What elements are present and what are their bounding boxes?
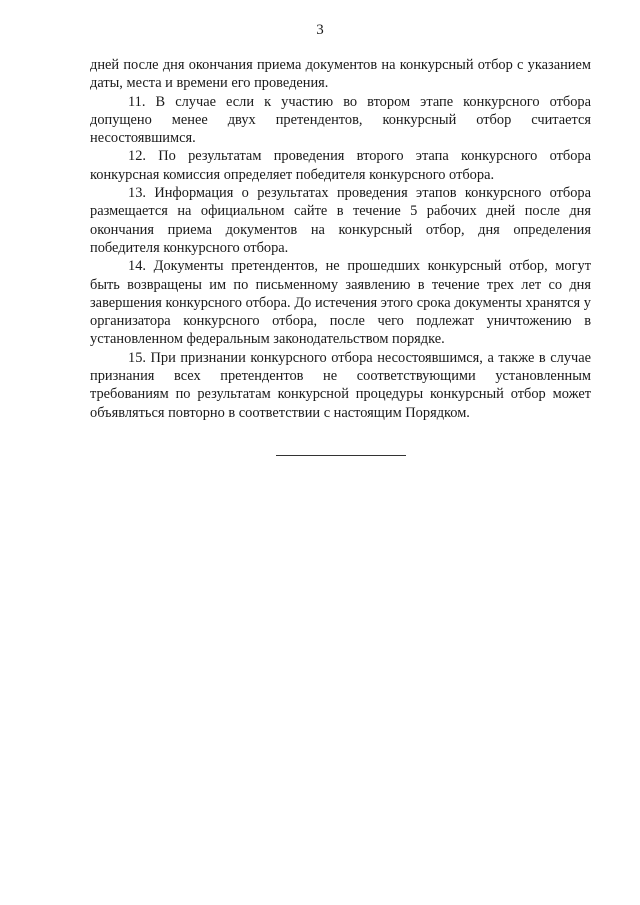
page-number: 3: [316, 22, 324, 38]
paragraph-item-15: 15. При признании конкурсного отбора несостоявшимся, а также в случае признания всех претендентов не соответствующими установленным требованиям по результатам конкурсной процедуры конкурсный отбор может объявляться повторно в соответствии с настоящим Порядком.: [90, 349, 591, 421]
paragraph-item-14: 14. Документы претендентов, не прошедших конкурсный отбор, могут быть возвращены им по письменному заявлению в течение трех лет со дня завершения конкурсного отбора. До истечения этого срока документы хранятся у организатора конкурсного отбора, после чего подлежат уничтожению в установленном федеральным законодательством порядке.: [90, 258, 591, 348]
paragraph-item-12: 12. По результатам проведения второго этапа конкурсного отбора конкурсная комиссия определяет победителя конкурсного отбора.: [90, 148, 591, 183]
paragraph-continuation: дней после дня окончания приема документов на конкурсный отбор с указанием даты, места и времени его проведения.: [90, 57, 591, 92]
paragraph-item-13: 13. Информация о результатах проведения этапов конкурсного отбора размещается на официальном сайте в течение 5 рабочих дней после дня окончания приема документов на конкурсный отбор, дня определения победителя конкурсного отбора.: [90, 185, 591, 256]
end-of-document-divider: [276, 455, 406, 456]
document-body: [90, 56, 591, 422]
paragraph-item-11: 11. В случае если к участию во втором этапе конкурсного отбора допущено менее двух претендентов, конкурсный отбор считается несостоявшимся.: [90, 93, 591, 147]
